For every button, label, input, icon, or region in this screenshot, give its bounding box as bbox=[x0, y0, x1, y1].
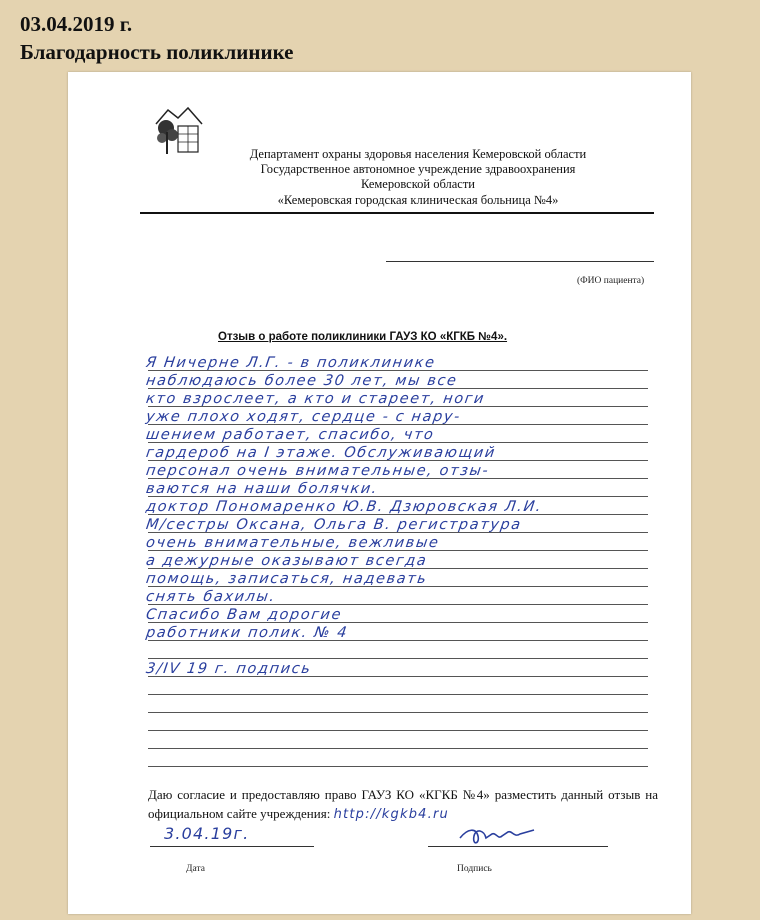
signature-mark bbox=[458, 824, 538, 848]
handwritten-line: гардероб на I этаже. Обслуживающий bbox=[144, 445, 497, 461]
header-line-4: «Кемеровская городская клиническая больница №4» bbox=[277, 193, 559, 207]
patient-name-line bbox=[386, 261, 654, 262]
handwritten-line: а дежурные оказывают всегда bbox=[144, 553, 429, 569]
patient-field-caption: (ФИО пациента) bbox=[577, 276, 645, 286]
signature-caption: Подпись bbox=[457, 864, 492, 874]
review-document bbox=[68, 72, 691, 914]
handwritten-line: снять бахилы. bbox=[144, 589, 277, 605]
review-title: Отзыв о работе поликлиники ГАУЗ КО «КГКБ №4». bbox=[218, 331, 508, 343]
page-date: 03.04.2019 г. bbox=[20, 12, 133, 36]
date-caption: Дата bbox=[186, 864, 205, 874]
handwritten-line: М/сестры Оксана, Ольга В. регистратура bbox=[144, 517, 523, 533]
header-line-1: Департамент охраны здоровья населения Кемеровской области bbox=[249, 147, 587, 161]
header-divider bbox=[140, 212, 654, 214]
ruled-line bbox=[148, 748, 648, 749]
ruled-line bbox=[148, 730, 648, 731]
handwritten-line: работники полик. № 4 bbox=[144, 625, 350, 641]
handwritten-line: очень внимательные, вежливые bbox=[144, 535, 441, 551]
consent-url: http://kgkb4.ru bbox=[333, 807, 449, 822]
handwritten-line: 3/IV 19 г. подпись bbox=[144, 661, 313, 677]
header-line-3: Кемеровской области bbox=[360, 177, 476, 191]
handwritten-line: персонал очень внимательные, отзы- bbox=[144, 463, 491, 479]
handwritten-line: уже плохо ходят, сердце - с нару- bbox=[144, 409, 462, 425]
consent-statement: Даю согласие и предоставляю право ГАУЗ КО «КГКБ №4» разместить данный отзыв на официальном сайте учреждения: bbox=[148, 787, 658, 821]
ruled-line bbox=[148, 658, 648, 659]
ruled-line bbox=[148, 766, 648, 767]
page-title: Благодарность поликлинике bbox=[20, 40, 294, 64]
handwritten-line: Я Ничерне Л.Г. - в поликлинике bbox=[144, 355, 437, 371]
handwritten-line: наблюдаюсь более 30 лет, мы все bbox=[144, 373, 459, 389]
handwritten-date: 3.04.19г. bbox=[164, 824, 250, 843]
handwritten-line: ваются на наши болячки. bbox=[144, 481, 380, 497]
date-line bbox=[150, 846, 314, 847]
handwritten-line: кто взрослеет, а кто и стареет, ноги bbox=[144, 391, 487, 407]
signature-line bbox=[428, 846, 608, 847]
handwritten-line: помощь, записаться, надевать bbox=[144, 571, 429, 587]
header-line-2: Государственное автономное учреждение здравоохранения bbox=[260, 162, 576, 176]
ruled-line bbox=[148, 694, 648, 695]
handwritten-line: Спасибо Вам дорогие bbox=[144, 607, 344, 623]
consent-text bbox=[148, 785, 658, 824]
ruled-line bbox=[148, 712, 648, 713]
handwritten-line: доктор Пономаренко Ю.В. Дзюровская Л.И. bbox=[144, 499, 544, 515]
handwritten-line: шением работает, спасибо, что bbox=[144, 427, 436, 443]
